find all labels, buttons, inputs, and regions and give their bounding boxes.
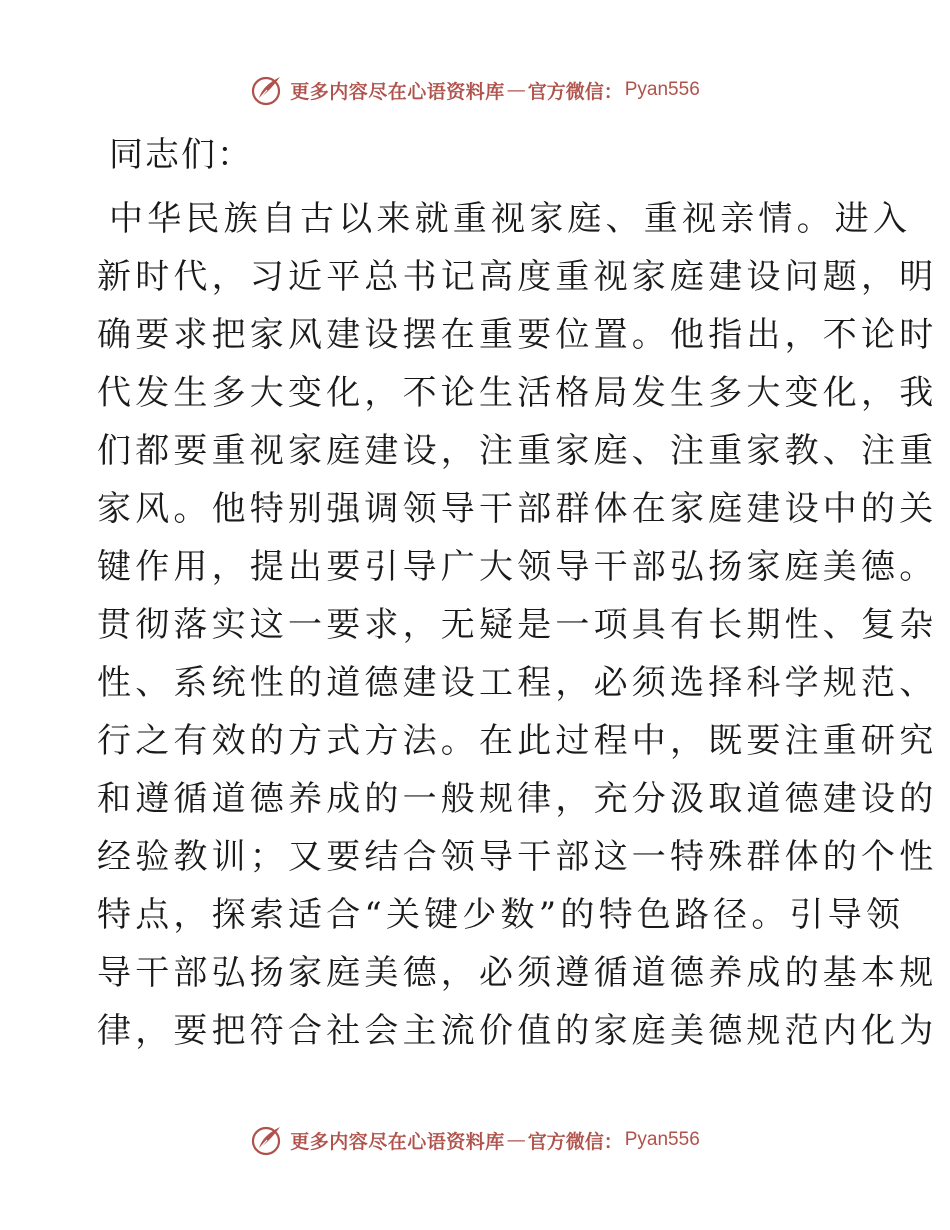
paragraph-line: 新时代，习近平总书记高度重视家庭建设问题，明 — [97, 257, 938, 297]
paragraph-line: 确要求把家风建设摆在重要位置。他指出，不论时 — [97, 315, 938, 355]
greeting: 同志们： — [109, 135, 253, 175]
feather-logo-icon — [250, 73, 284, 107]
paragraph-line: 贯彻落实这一要求，无疑是一项具有长期性、复杂 — [97, 605, 938, 645]
paragraph-line: 家风。他特别强调领导干部群体在家庭建设中的关 — [97, 489, 938, 529]
header-banner-text: 更多内容尽在心语资料库 — [290, 80, 505, 103]
paragraph-line: 键作用，提出要引导广大领导干部弘扬家庭美德。 — [97, 547, 938, 587]
paragraph-line: 律，要把符合社会主流价值的家庭美德规范内化为 — [97, 1011, 938, 1051]
paragraph-line: 性、系统性的道德建设工程，必须选择科学规范、 — [97, 663, 938, 703]
document-body — [97, 122, 938, 1060]
footer-wechat-id: Pyan556 — [624, 1129, 700, 1150]
footer-banner-separator: — — [506, 1129, 526, 1151]
paragraph-line: 行之有效的方式方法。在此过程中，既要注重研究 — [97, 721, 938, 761]
footer-banner-text: 更多内容尽在心语资料库 — [290, 1130, 505, 1153]
header-banner-separator: — — [506, 79, 526, 101]
paragraph-line: 经验教训；又要结合领导干部这一特殊群体的个性 — [97, 837, 938, 877]
paragraph-line: 和遵循道德养成的一般规律，充分汲取道德建设的 — [97, 779, 938, 819]
paragraph-line: 导干部弘扬家庭美德，必须遵循道德养成的基本规 — [97, 953, 938, 993]
footer-banner — [0, 1120, 950, 1160]
header-banner — [0, 70, 950, 110]
footer-wechat-label: 官方微信： — [527, 1130, 623, 1153]
paragraph-line: 代发生多大变化，不论生活格局发生多大变化，我 — [97, 373, 938, 413]
paragraph-line: 们都要重视家庭建设，注重家庭、注重家教、注重 — [97, 431, 938, 471]
header-wechat-label: 官方微信： — [527, 80, 623, 103]
paragraph-line: 特点，探索适合“关键少数”的特色路径。引导领 — [97, 895, 905, 935]
header-wechat-id: Pyan556 — [624, 79, 700, 100]
feather-logo-icon — [250, 1123, 284, 1157]
paragraph-line: 中华民族自古以来就重视家庭、重视亲情。进入 — [109, 199, 912, 239]
